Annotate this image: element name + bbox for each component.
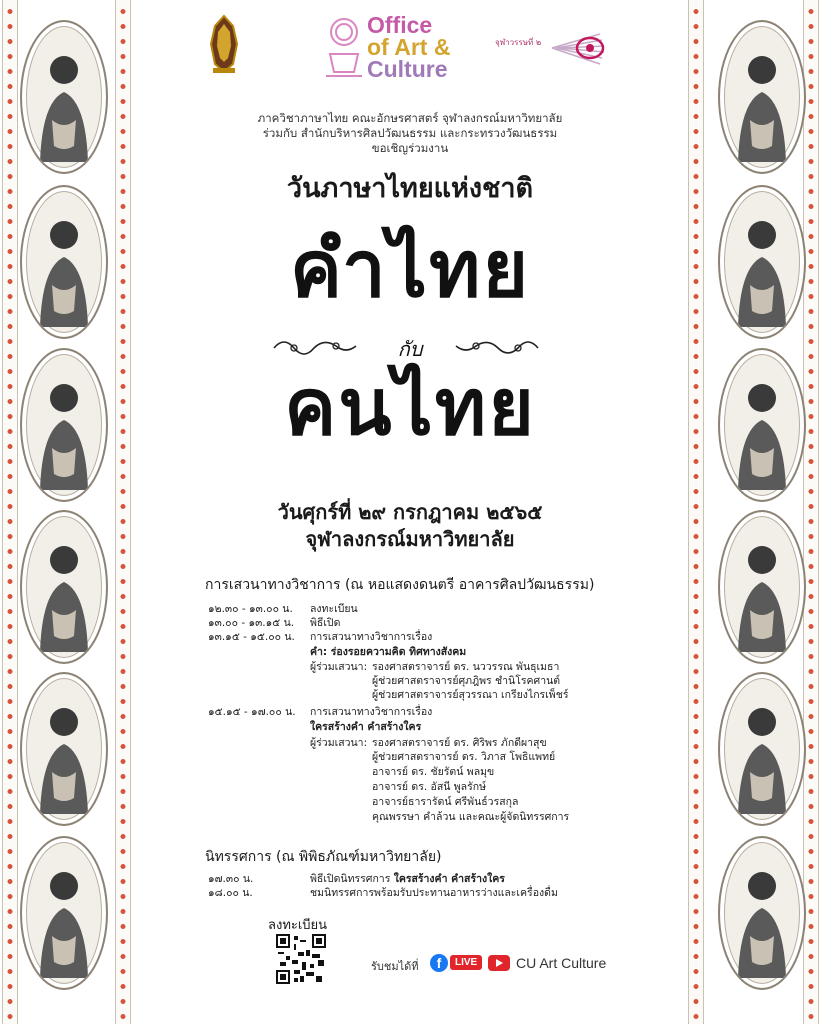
portrait-frame [718,185,806,339]
portrait-frame [20,672,108,826]
panelist: ผู้ช่วยศาสตราจารย์ศุภฎิพร ชำนิโรคศานต์ [372,675,561,687]
schedule-time: ๑๕.๑๕ - ๑๗.๐๐ น. [208,706,296,718]
registration-qr-code[interactable] [276,934,326,984]
border-strip-right-outer [803,0,819,1024]
eye-feather-logo [490,26,612,70]
seminar-topic-2: ใครสร้างคำ คำสร้างใคร [310,721,422,733]
event-title-mid: กับ [397,337,423,361]
eye-logo-caption: จุฬาวรรษที่ ๒ [495,38,542,47]
panelist: ผู้ช่วยศาสตราจารย์สุวรรณา เกรียงไกรเพ็ชร์ [372,689,569,701]
border-strip-left-inner [115,0,131,1024]
schedule-time: ๑๓.๑๕ - ๑๕.๐๐ น. [208,631,295,643]
panelist: อาจารย์ ดร. อัสนี พูลรักษ์ [372,781,487,793]
panelist: รองศาสตราจารย์ ดร. นววรรณ พันธุเมธา [372,661,560,673]
register-label: ลงทะเบียน [268,918,328,933]
portrait-frame [718,672,806,826]
portrait-frame [20,836,108,990]
portrait-frame [20,348,108,502]
schedule-text: ลงทะเบียน [310,603,358,615]
panelist: คุณพรรษา คำล้วน และคณะผู้จัดนิทรรศการ [372,811,570,823]
flourish-right-ornament [452,334,542,360]
event-venue: จุฬาลงกรณ์มหาวิทยาลัย [305,527,515,551]
facebook-icon[interactable]: f [430,954,448,972]
panelist: ผู้ช่วยศาสตราจารย์ ดร. วิภาส โพธิแพทย์ [372,751,556,763]
portrait-frame [20,185,108,339]
schedule-time: ๑๗.๓๐ น. [208,873,254,885]
event-title-top: คำไทย [289,224,531,315]
office-art-culture-logo: Office of Art & Culture [367,12,451,82]
seminar-topic-1: คำ: ร่องรอยความคิด ทิศทางสังคม [310,646,467,658]
exhibition-heading: นิทรรศการ (ณ พิพิธภัณฑ์มหาวิทยาลัย) [205,849,442,865]
panelist: รองศาสตราจารย์ ดร. ศิริพร ภักดีผาสุข [372,737,547,749]
host-line-1: ภาควิชาภาษาไทย คณะอักษรศาสตร์ จุฬาลงกรณ์มหาวิทยาลัย [257,111,563,125]
watch-label: รับชมได้ที่ [371,960,419,973]
host-line-3: ขอเชิญร่วมงาน [371,141,449,155]
schedule-time: ๑๓.๐๐ - ๑๓.๑๕ น. [208,617,295,629]
schedule-time: ๑๘.๐๐ น. [208,887,253,899]
university-crest-logo [207,14,241,76]
border-strip-left-outer [2,0,18,1024]
panel-label: ผู้ร่วมเสวนา: [310,737,368,749]
schedule-time: ๑๒.๓๐ - ๑๓.๐๐ น. [208,603,293,615]
portrait-frame [718,348,806,502]
panelist: อาจารย์ ดร. ชัยรัตน์ พลมุข [372,766,495,778]
panelist: อาจารย์ธารารัตน์ ศรีพันธ์วรสกุล [372,796,519,808]
host-line-2: ร่วมกับ สำนักบริหารศิลปวัฒนธรรม และกระทรวงวัฒนธรรม [262,126,558,140]
event-occasion: วันภาษาไทยแห่งชาติ [286,173,534,204]
seminar-heading: การเสวนาทางวิชาการ (ณ หอแสดงดนตรี อาคารศิลปวัฒนธรรม) [205,577,595,593]
schedule-text: ชมนิทรรศการพร้อมรับประทานอาหารว่างและเครื่องดื่ม [310,887,558,899]
youtube-icon[interactable] [488,955,510,971]
schedule-text: การเสวนาทางวิชาการเรื่อง [310,631,433,643]
channel-name: CU Art Culture [516,955,607,971]
schedule-text: พิธีเปิดนิทรรศการ ใครสร้างคำ คำสร้างใคร [310,873,505,885]
border-strip-right-inner [688,0,704,1024]
panel-label: ผู้ร่วมเสวนา: [310,661,368,673]
live-badge[interactable]: LIVE [450,955,482,970]
event-date: วันศุกร์ที่ ๒๙ กรกฎาคม ๒๕๖๕ [277,500,543,524]
schedule-text: การเสวนาทางวิชาการเรื่อง [310,706,433,718]
portrait-frame [718,510,806,664]
portrait-frame [718,20,806,174]
office-art-culture-emblem [322,14,366,80]
portrait-frame [20,20,108,174]
event-title-bottom: คนไทย [284,362,536,453]
portrait-frame [20,510,108,664]
portrait-frame [718,836,806,990]
schedule-text: พิธีเปิด [310,617,341,629]
